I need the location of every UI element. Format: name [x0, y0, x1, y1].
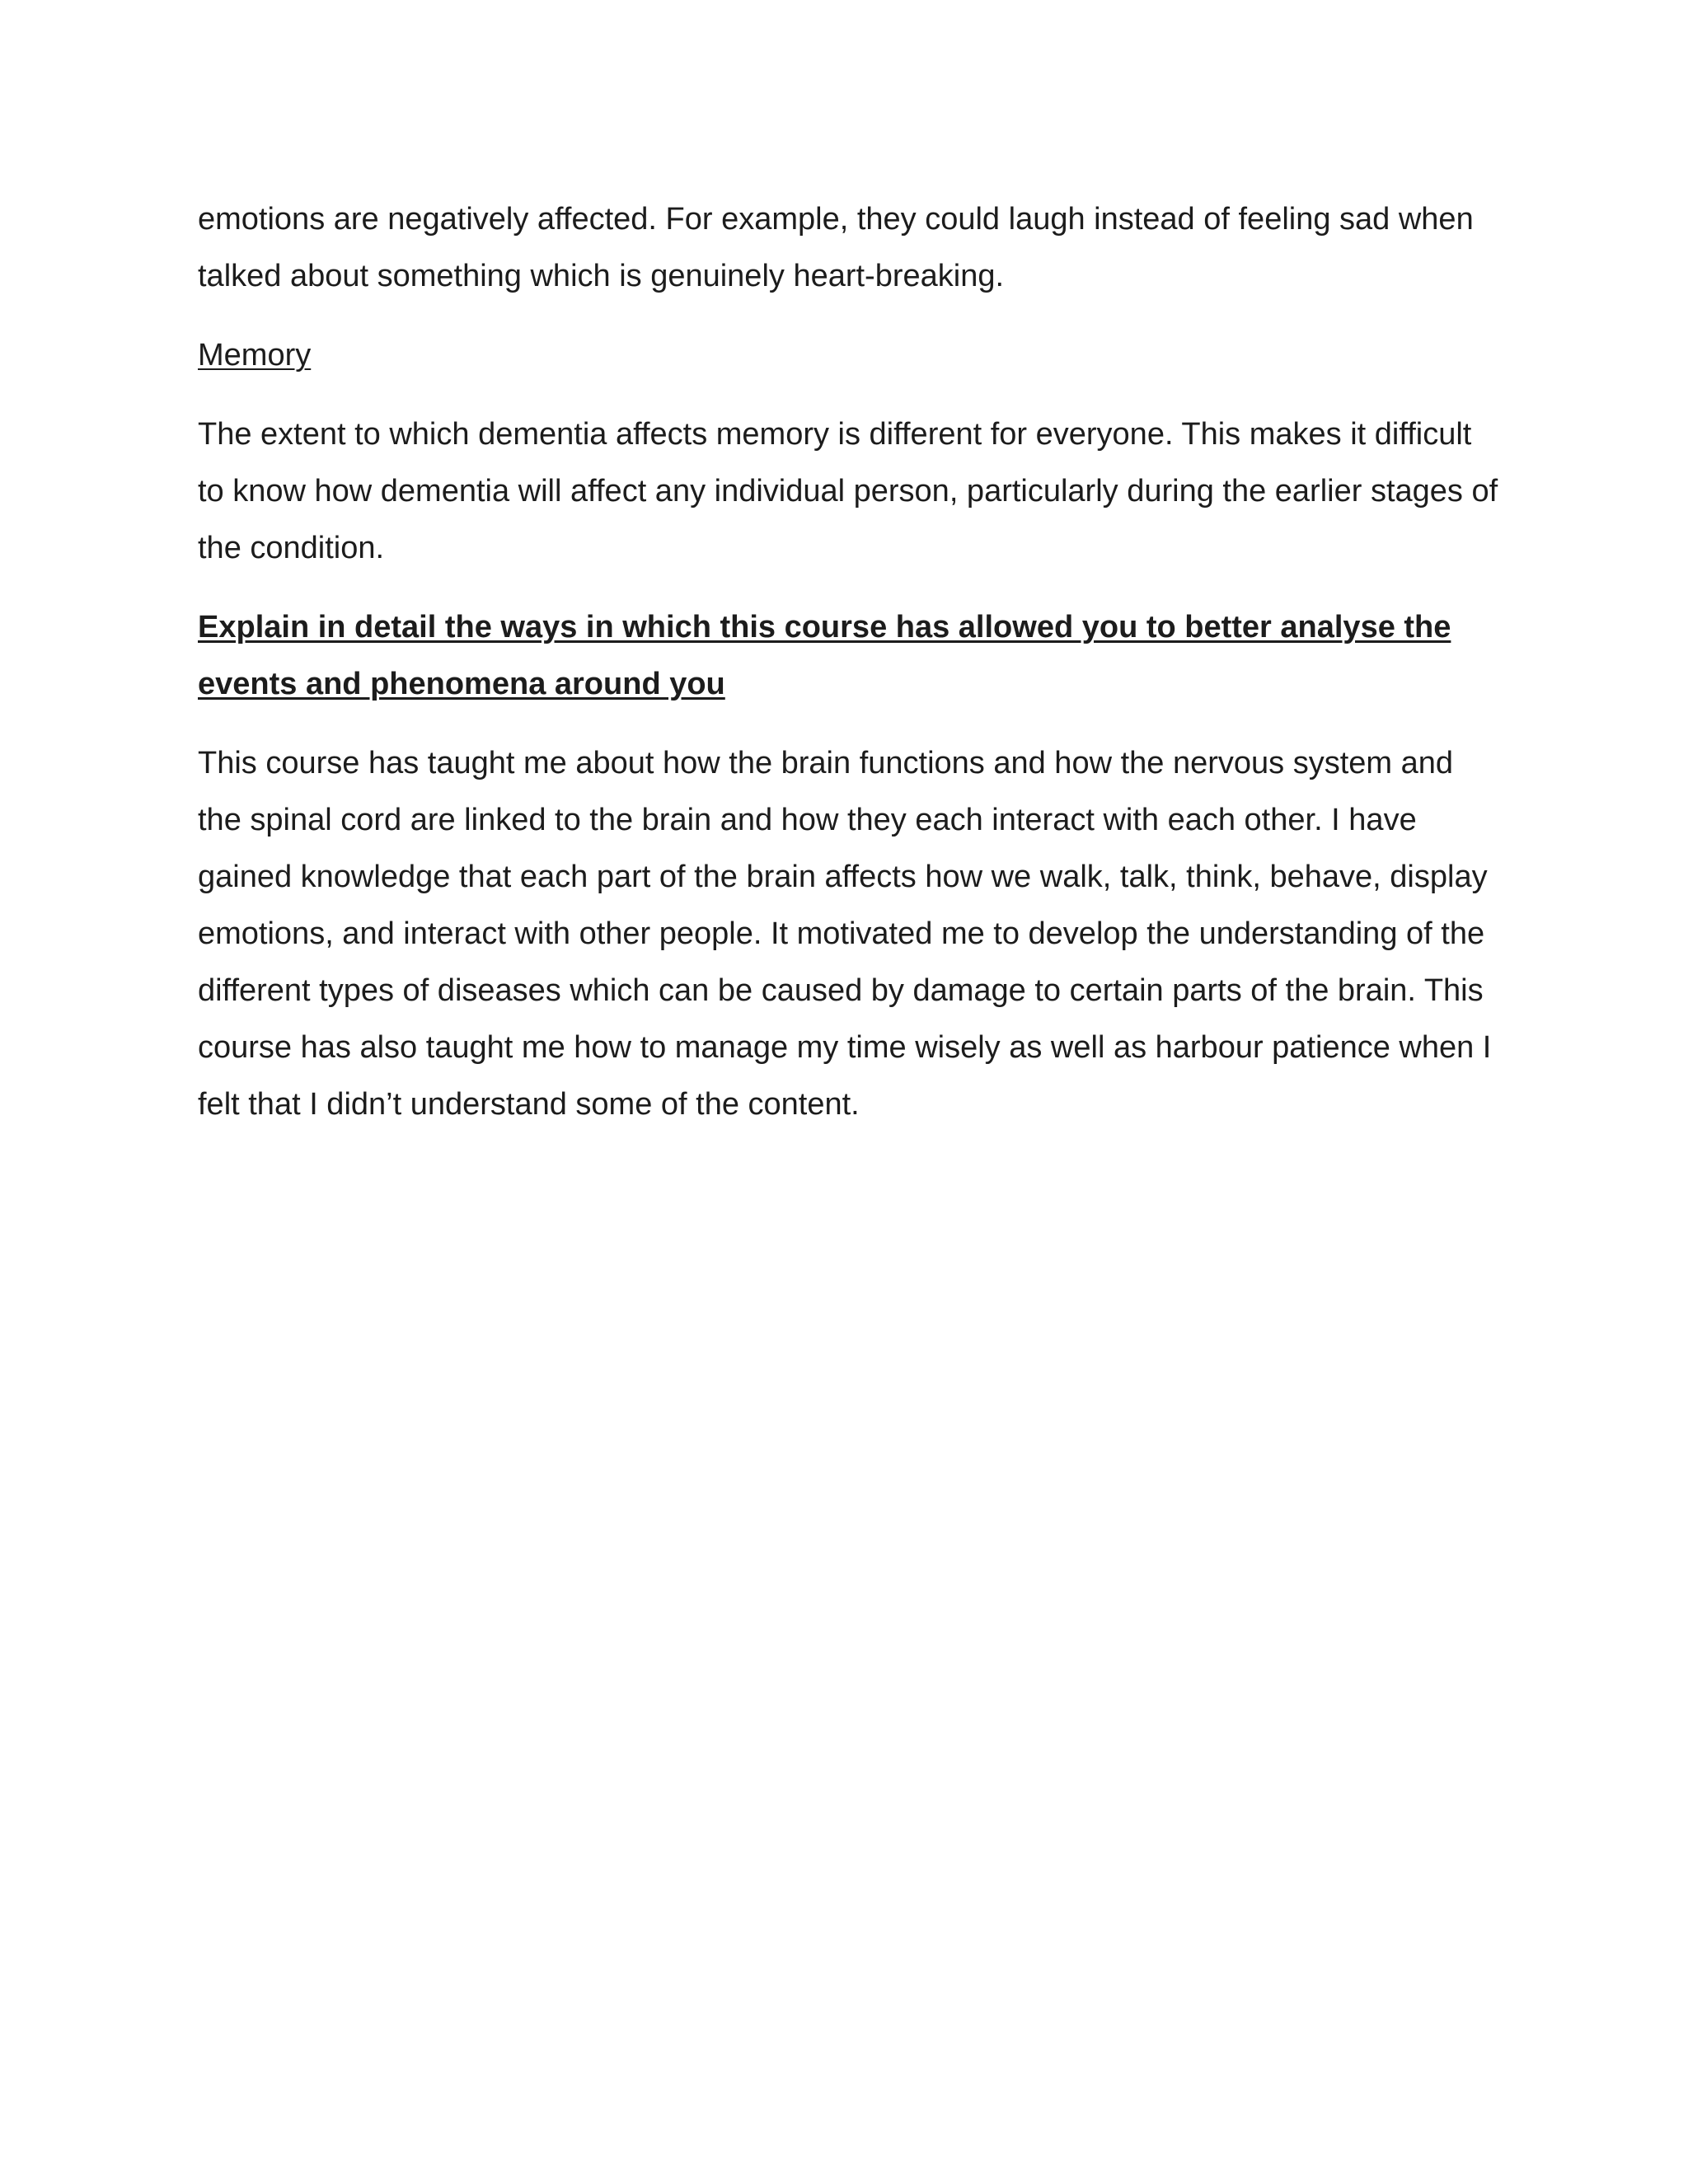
paragraph-emotions: emotions are negatively affected. For example, they could laugh instead of feeling sad when talked about something which is genuinely heart-breaking.	[198, 202, 1474, 293]
question-heading: Explain in detail the ways in which this course has allowed you to better analyse the events and phenomena around you	[198, 610, 1451, 701]
paragraph-course: This course has taught me about how the brain functions and how the nervous system and the spinal cord are linked to the brain and how they each interact with each other. I have gained knowledge that each part of the brain affects how we walk, talk, think, behave, display emotions, and interact with other people. It motivated me to develop the understanding of the different types of diseases which can be caused by damage to certain parts of the brain. This course has also taught me how to manage my time wisely as well as harbour patience when I felt that I didn’t understand some of the content.	[198, 746, 1492, 1122]
document-body	[198, 191, 1500, 1155]
subheading-memory: Memory	[198, 338, 312, 373]
paragraph-memory: The extent to which dementia affects memory is different for everyone. This makes it difficult to know how dementia will affect any individual person, particularly during the earlier stages of the condition.	[198, 417, 1498, 565]
